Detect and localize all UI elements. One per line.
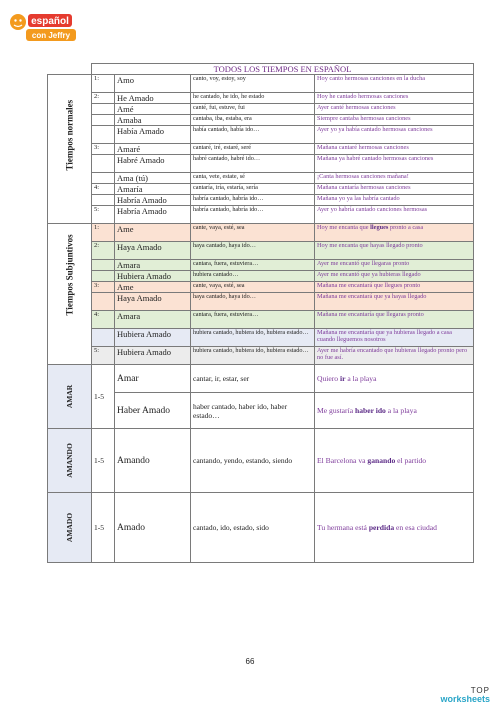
example-highlight: haber ido xyxy=(354,405,386,415)
example-part: Mañana me encantará que llegues pronto xyxy=(317,282,421,289)
row-number: 2: xyxy=(92,93,115,104)
row-number: 5: xyxy=(92,347,115,365)
blank-corner xyxy=(48,64,92,75)
table-row xyxy=(48,365,474,393)
example-sentence xyxy=(315,311,474,329)
example-sentence xyxy=(315,393,474,429)
example-sentence xyxy=(315,293,474,311)
example-sentence xyxy=(315,224,474,242)
example-part: El Barcelona va xyxy=(317,455,368,465)
conjugation-forms: cantaría, iría, estaría, sería xyxy=(191,184,315,195)
example-part: Mañana me encantaría que ya hubieras llegado a casa cuando lleguemos nosotros xyxy=(317,329,452,343)
range-number: 1-5 xyxy=(92,429,115,493)
example-sentence: Mañana cantaré hermosas canciones xyxy=(315,144,474,155)
row-number xyxy=(92,260,115,271)
conjugation-forms: haya cantado, haya ido… xyxy=(191,293,315,311)
example-part: pronto a casa xyxy=(388,224,424,231)
table-row xyxy=(48,347,474,365)
table-row xyxy=(48,115,474,126)
example-part: Ayer me encantó que ya hubieras llegado xyxy=(317,271,421,278)
brand-top: TOP xyxy=(470,686,490,695)
tense-name: Amaría xyxy=(115,184,191,195)
tense-name: Hubiera Amado xyxy=(115,347,191,365)
conjugation-forms: cantaba, iba, estaba, era xyxy=(191,115,315,126)
tense-name: Haya Amado xyxy=(115,242,191,260)
example-part: Ayer me habría encantado que hubieras llegado pronto pero no fue así. xyxy=(317,347,468,361)
table-row xyxy=(48,126,474,144)
tense-name: Amo xyxy=(115,75,191,93)
range-number: 1-5 xyxy=(92,365,115,429)
conjugation-forms: cantara, fuera, estuviera… xyxy=(191,311,315,329)
example-sentence: Ayer yo habría cantado canciones hermosas xyxy=(315,206,474,224)
example-part: en esa ciudad xyxy=(394,522,437,532)
example-part: Mañana me encantará que ya hayas llegado xyxy=(317,293,427,300)
table-row xyxy=(48,311,474,329)
row-number xyxy=(92,293,115,311)
conjugation-forms: canto, voy, estoy, soy xyxy=(191,75,315,93)
espanol-con-jeffry-logo xyxy=(8,6,96,46)
row-number xyxy=(92,195,115,206)
row-number xyxy=(92,126,115,144)
conjugation-forms: habría cantado, habría ido… xyxy=(191,195,315,206)
section-label-amar xyxy=(48,365,92,429)
row-number: 4: xyxy=(92,311,115,329)
example-sentence xyxy=(315,271,474,282)
row-number xyxy=(92,271,115,282)
section-label-text: AMANDO xyxy=(65,443,74,478)
row-number: 1: xyxy=(92,224,115,242)
example-part: Ayer me encantó que llegaras pronto xyxy=(317,260,410,267)
conjugation-forms: cantado, ido, estado, sido xyxy=(191,493,315,563)
example-part: Mañana me encantaría que llegaras pronto xyxy=(317,311,424,318)
section-label-amado xyxy=(48,493,92,563)
table-row xyxy=(48,293,474,311)
example-sentence: Mañana yo ya las habría cantado xyxy=(315,195,474,206)
example-highlight: llegues xyxy=(370,224,389,231)
tense-name: Ame xyxy=(115,224,191,242)
tense-name: Amar xyxy=(115,365,191,393)
conjugation-forms: había cantado, había ido… xyxy=(191,126,315,144)
row-number: 4: xyxy=(92,184,115,195)
table-row xyxy=(48,429,474,493)
conjugation-forms: cantando, yendo, estando, siendo xyxy=(191,429,315,493)
table-row xyxy=(48,493,474,563)
conjugation-forms: haber cantado, haber ido, haber estado… xyxy=(191,393,315,429)
table-row xyxy=(48,93,474,104)
section-label-normales xyxy=(48,75,92,224)
table-row xyxy=(48,173,474,184)
row-number: 2: xyxy=(92,242,115,260)
range-number: 1-5 xyxy=(92,493,115,563)
tense-name: Habría Amado xyxy=(115,206,191,224)
tense-name: Hubiera Amado xyxy=(115,271,191,282)
example-sentence: Mañana ya habré cantado hermosas canciones xyxy=(315,155,474,173)
table-row xyxy=(48,329,474,347)
tense-name: Hubiera Amado xyxy=(115,329,191,347)
example-highlight: ganando xyxy=(367,455,396,465)
conjugation-forms: habré cantado, habré ido… xyxy=(191,155,315,173)
conjugation-forms: hubiera cantado, hubiera ido, hubiera estado… xyxy=(191,347,315,365)
conjugation-forms: hubiera cantado, hubiera ido, hubiera estado… xyxy=(191,329,315,347)
table-row xyxy=(48,184,474,195)
top-worksheets-brand xyxy=(440,686,490,704)
tense-name: Amara xyxy=(115,260,191,271)
conjugation-forms: cante, vaya, esté, sea xyxy=(191,224,315,242)
row-number xyxy=(92,329,115,347)
table-row xyxy=(48,206,474,224)
example-part: a la playa xyxy=(385,405,417,415)
example-highlight: perdida xyxy=(368,522,395,532)
table-row xyxy=(48,155,474,173)
example-sentence xyxy=(315,429,474,493)
section-label-amando xyxy=(48,429,92,493)
section-label-text: AMAR xyxy=(65,384,74,409)
section-label-text: Tiempos Subjuntivos xyxy=(64,234,75,316)
example-sentence xyxy=(315,329,474,347)
example-sentence: Hoy canto hermosas canciones en la ducha xyxy=(315,75,474,93)
tense-name: Amaba xyxy=(115,115,191,126)
table-title: TODOS LOS TIEMPOS EN ESPAÑOL xyxy=(92,64,474,75)
tense-name: Amaré xyxy=(115,144,191,155)
logo-line1: español xyxy=(31,16,69,27)
table-row xyxy=(48,260,474,271)
conjugation-forms: cantar, ir, estar, ser xyxy=(191,365,315,393)
conjugation-forms: cantara, fuera, estuviera… xyxy=(191,260,315,271)
row-number: 3: xyxy=(92,282,115,293)
tense-name: Haya Amado xyxy=(115,293,191,311)
page-number: 66 xyxy=(245,657,255,666)
example-sentence: Ayer yo ya había cantado hermosas canciones xyxy=(315,126,474,144)
conjugation-forms: cantaré, iré, estaré, seré xyxy=(191,144,315,155)
tenses-table xyxy=(47,63,474,563)
conjugation-forms: haya cantado, haya ido… xyxy=(191,242,315,260)
conjugation-forms: canté, fui, estuve, fui xyxy=(191,104,315,115)
tense-name: Habría Amado xyxy=(115,195,191,206)
table-row xyxy=(48,195,474,206)
tense-name: Amara xyxy=(115,311,191,329)
tense-name: Habré Amado xyxy=(115,155,191,173)
example-sentence: Siempre cantaba hermosas canciones xyxy=(315,115,474,126)
example-sentence xyxy=(315,242,474,260)
section-label-text: Tiempos normales xyxy=(64,99,75,171)
table-row xyxy=(48,271,474,282)
example-sentence: ¡Canta hermosas canciones mañana! xyxy=(315,173,474,184)
tense-name: Haber Amado xyxy=(115,393,191,429)
row-number: 5: xyxy=(92,206,115,224)
tense-name: Amando xyxy=(115,429,191,493)
tense-name: He Amado xyxy=(115,93,191,104)
row-number: 1: xyxy=(92,75,115,93)
example-sentence: Mañana cantaría hermosas canciones xyxy=(315,184,474,195)
example-part: Quiero xyxy=(317,373,340,383)
example-part: Hoy me encanta que xyxy=(317,224,371,231)
logo-line2: con Jeffry xyxy=(31,31,71,40)
conjugation-forms: habría cantado, habría ido… xyxy=(191,206,315,224)
table-row xyxy=(48,75,474,93)
conjugation-forms: cante, vaya, esté, sea xyxy=(191,282,315,293)
example-highlight: ir xyxy=(340,373,346,383)
example-sentence: Hoy he cantado hermosas canciones xyxy=(315,93,474,104)
table-row xyxy=(48,242,474,260)
brand-bottom: worksheets xyxy=(440,694,490,704)
logo-face-icon xyxy=(10,14,26,30)
table-row xyxy=(48,144,474,155)
example-sentence xyxy=(315,493,474,563)
example-part: el partido xyxy=(395,455,427,465)
tense-name: Amado xyxy=(115,493,191,563)
example-sentence xyxy=(315,260,474,271)
row-number xyxy=(92,173,115,184)
example-sentence: Ayer canté hermosas canciones xyxy=(315,104,474,115)
example-part: Hoy me encanta que hayas llegado pronto xyxy=(317,242,423,249)
row-number xyxy=(92,155,115,173)
table-row xyxy=(48,224,474,242)
row-number: 3: xyxy=(92,144,115,155)
section-label-text: AMADO xyxy=(65,512,74,543)
tense-name: Ame xyxy=(115,282,191,293)
conjugation-forms: he cantado, he ido, he estado xyxy=(191,93,315,104)
row-number xyxy=(92,115,115,126)
tense-name: Amé xyxy=(115,104,191,115)
row-number xyxy=(92,104,115,115)
example-sentence xyxy=(315,347,474,365)
tense-name: Había Amado xyxy=(115,126,191,144)
section-label-subjuntivos xyxy=(48,224,92,365)
example-sentence xyxy=(315,282,474,293)
conjugation-forms: canta, vete, estate, sé xyxy=(191,173,315,184)
conjugation-forms: hubiera cantado… xyxy=(191,271,315,282)
example-part: Tu hermana está xyxy=(317,522,369,532)
example-sentence xyxy=(315,365,474,393)
table-row xyxy=(48,282,474,293)
example-part: Me gustaría xyxy=(317,405,355,415)
tense-name: Ama (tú) xyxy=(115,173,191,184)
example-part: a la playa xyxy=(345,373,377,383)
table-row xyxy=(48,104,474,115)
